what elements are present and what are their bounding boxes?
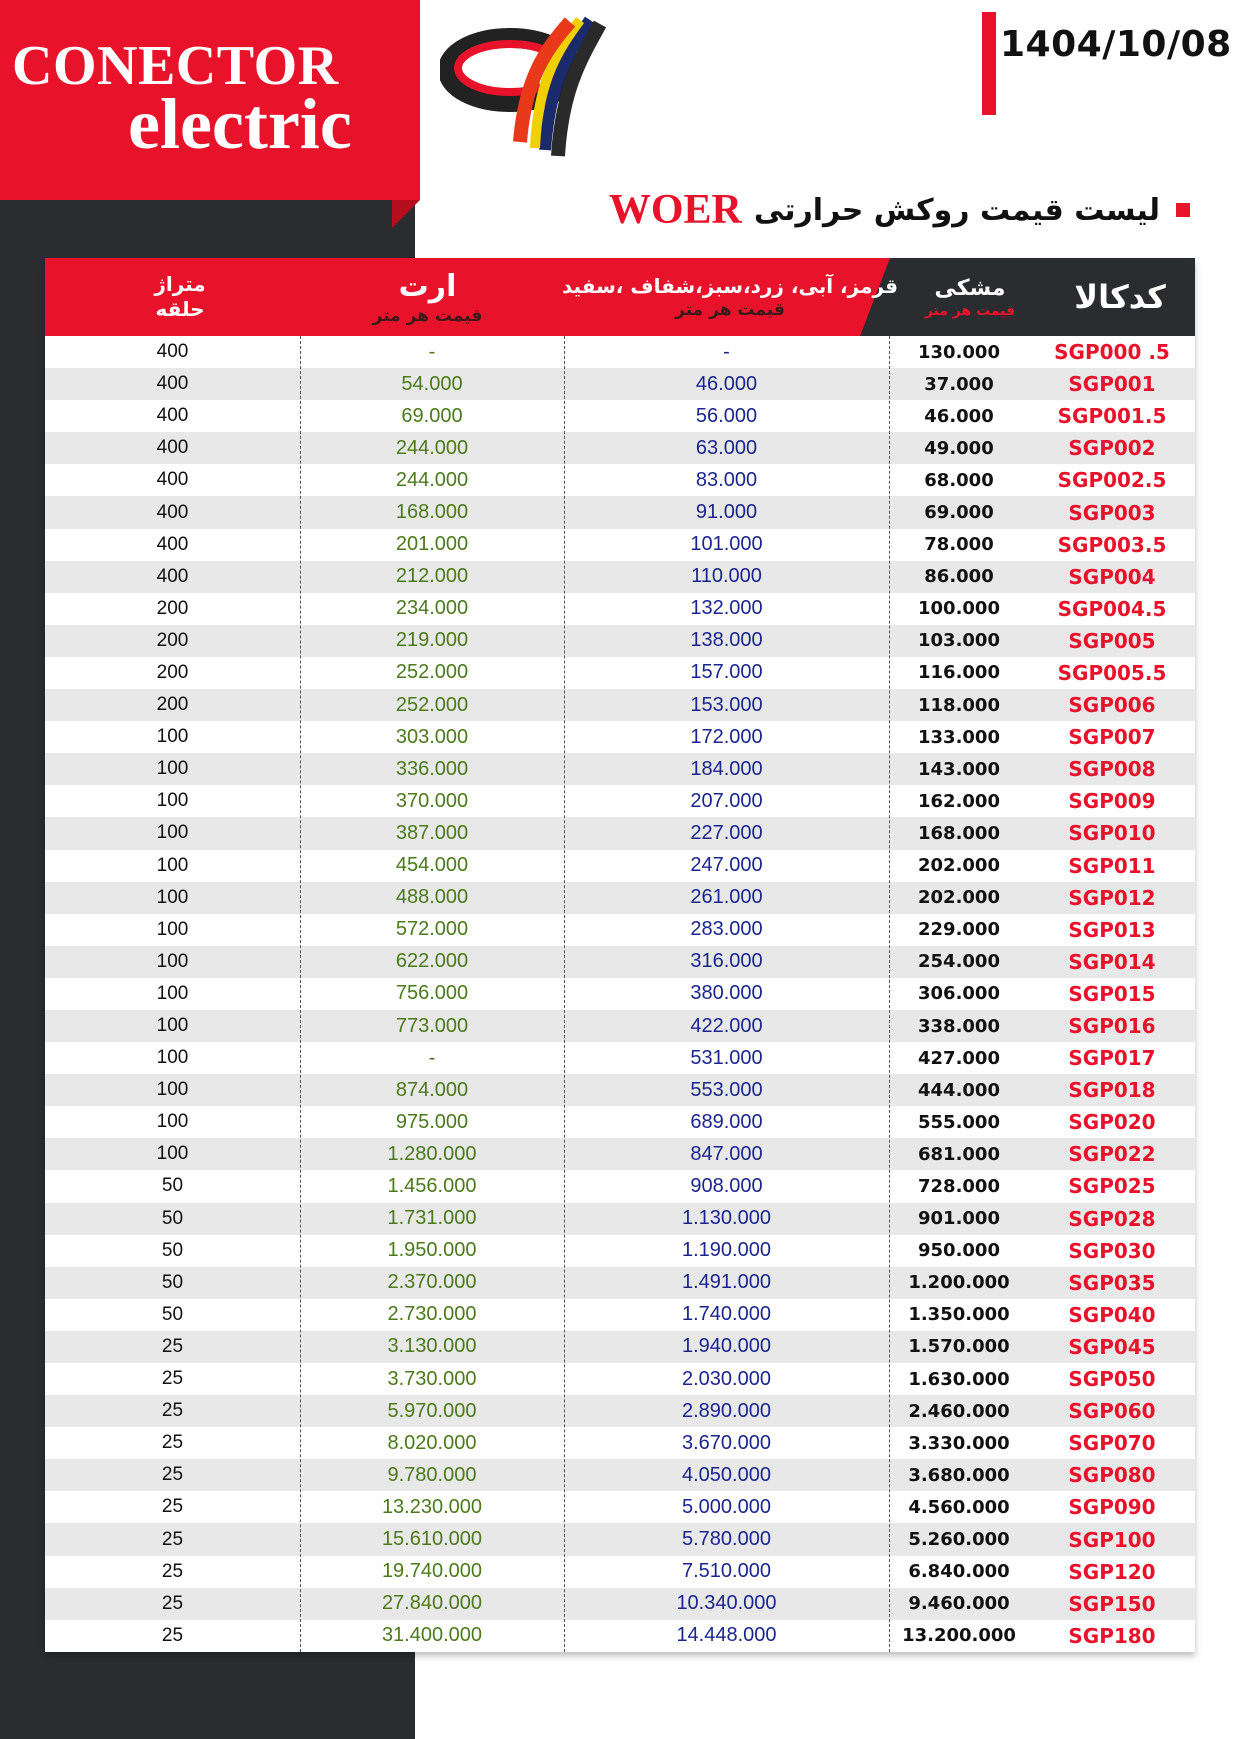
- black-price-cell: 116.000: [918, 662, 1000, 684]
- color-price-cell: 83.000: [695, 468, 758, 491]
- product-code-cell: SGP004: [1068, 564, 1156, 589]
- color-price-cell: 380.000: [690, 982, 763, 1005]
- color-price-cell: 110.000: [691, 565, 762, 588]
- black-price-cell: 681.000: [918, 1143, 1000, 1165]
- earth-price-cell: 244.000: [395, 436, 469, 459]
- earth-price-cell: 244.000: [395, 468, 469, 491]
- roll-cell: 25: [161, 1624, 184, 1646]
- product-code-cell: SGP180: [1068, 1623, 1156, 1648]
- table-row: [45, 817, 1195, 849]
- earth-price-cell: 622.000: [395, 950, 469, 973]
- table-row: [45, 1363, 1195, 1395]
- header-roll-line2: حلقه: [155, 297, 205, 321]
- earth-price-cell: 454.000: [395, 854, 469, 877]
- product-code-cell: SGP090: [1068, 1495, 1156, 1520]
- product-code-cell: SGP004.5: [1057, 596, 1167, 621]
- table-row: [45, 1331, 1195, 1363]
- table-row: [45, 721, 1195, 753]
- black-price-cell: 427.000: [918, 1047, 1000, 1069]
- table-row: [45, 1267, 1195, 1299]
- black-price-cell: 338.000: [918, 1015, 1000, 1037]
- earth-price-cell: 31.400.000: [381, 1624, 483, 1647]
- color-price-cell: 184.000: [690, 757, 763, 780]
- table-row: [45, 689, 1195, 721]
- color-price-cell: 1.491.000: [682, 1271, 771, 1294]
- product-code-cell: SGP010: [1068, 821, 1156, 846]
- black-price-cell: 133.000: [918, 726, 1000, 748]
- table-row: [45, 368, 1195, 400]
- table-row: [45, 657, 1195, 689]
- table-row: [45, 1074, 1195, 1106]
- brand-logo-block: [0, 0, 420, 200]
- black-price-cell: 68.000: [924, 469, 994, 491]
- black-price-cell: 37.000: [924, 373, 994, 395]
- table-row: [45, 785, 1195, 817]
- product-code-cell: SGP050: [1068, 1367, 1156, 1392]
- product-code-cell: SGP012: [1068, 885, 1156, 910]
- roll-cell: 400: [156, 437, 189, 459]
- product-code-cell: SGP035: [1068, 1270, 1156, 1295]
- black-price-cell: 118.000: [918, 694, 1000, 716]
- earth-price-cell: 252.000: [395, 693, 469, 716]
- table-row: [45, 464, 1195, 496]
- black-price-cell: 950.000: [918, 1240, 1000, 1262]
- heat-shrink-tube-image: [440, 10, 620, 160]
- color-price-cell: 283.000: [690, 918, 763, 941]
- earth-price-cell: 3.130.000: [387, 1335, 477, 1358]
- color-price-cell: 5.780.000: [682, 1528, 771, 1551]
- earth-price-cell: 1.731.000: [387, 1207, 477, 1230]
- table-row: [45, 914, 1195, 946]
- black-price-cell: 78.000: [924, 534, 994, 556]
- table-row: [45, 850, 1195, 882]
- table-row: [45, 1427, 1195, 1459]
- roll-cell: 400: [156, 565, 189, 587]
- color-price-cell: 63.000: [695, 436, 758, 459]
- black-price-cell: 202.000: [918, 887, 1000, 909]
- color-price-cell: 91.000: [695, 501, 758, 524]
- roll-cell: 50: [161, 1303, 184, 1325]
- table-row: [45, 1138, 1195, 1170]
- color-price-cell: 4.050.000: [682, 1463, 771, 1486]
- color-price-cell: 101.000: [690, 533, 763, 556]
- header-earth-sub: قیمت هر متر: [372, 305, 483, 326]
- roll-cell: 100: [156, 1015, 189, 1037]
- black-price-cell: 555.000: [918, 1111, 1000, 1133]
- black-price-cell: 202.000: [918, 855, 1000, 877]
- table-body: [45, 336, 1195, 1652]
- color-price-cell: 1.130.000: [682, 1207, 771, 1230]
- roll-cell: 100: [156, 1111, 189, 1133]
- roll-cell: 400: [156, 533, 189, 555]
- table-row: [45, 1588, 1195, 1620]
- black-price-cell: 168.000: [918, 822, 1000, 844]
- roll-cell: 100: [156, 982, 189, 1004]
- column-divider: [300, 336, 301, 1652]
- header-code-label: کدکالا: [1074, 278, 1166, 316]
- color-price-cell: 1.190.000: [682, 1239, 771, 1262]
- table-row: [45, 1620, 1195, 1652]
- roll-cell: 25: [161, 1560, 184, 1582]
- roll-cell: 25: [161, 1528, 184, 1550]
- roll-cell: 100: [156, 758, 189, 780]
- black-price-cell: 306.000: [918, 983, 1000, 1005]
- earth-price-cell: 234.000: [395, 597, 469, 620]
- brand-fold-corner: [392, 200, 420, 228]
- black-price-cell: 13.200.000: [902, 1625, 1016, 1647]
- roll-cell: 200: [156, 629, 189, 651]
- product-code-cell: SGP009: [1068, 789, 1156, 814]
- black-price-cell: 2.460.000: [908, 1400, 1010, 1422]
- product-code-cell: SGP028: [1068, 1206, 1156, 1231]
- color-price-cell: 422.000: [690, 1014, 763, 1037]
- roll-cell: 100: [156, 1079, 189, 1101]
- earth-price-cell: 27.840.000: [381, 1592, 483, 1615]
- product-code-cell: SGP002.5: [1057, 468, 1167, 493]
- product-code-cell: SGP022: [1068, 1142, 1156, 1167]
- product-code-cell: SGP080: [1068, 1463, 1156, 1488]
- product-code-cell: SGP040: [1068, 1302, 1156, 1327]
- color-price-cell: 553.000: [690, 1078, 763, 1101]
- product-code-cell: SGP006: [1068, 693, 1156, 718]
- product-code-cell: SGP030: [1068, 1238, 1156, 1263]
- earth-price-cell: 212.000: [395, 565, 469, 588]
- roll-cell: 50: [161, 1175, 184, 1197]
- page-title: [609, 186, 1190, 234]
- black-price-cell: 5.260.000: [908, 1529, 1010, 1551]
- table-row: [45, 1459, 1195, 1491]
- roll-cell: 50: [161, 1239, 184, 1261]
- header-color-label: قرمز، آبی، زرد،سبز،شفاف ،سفید: [562, 274, 898, 298]
- roll-cell: 400: [156, 469, 189, 491]
- table-row: [45, 1523, 1195, 1555]
- color-price-cell: 1.740.000: [682, 1303, 771, 1326]
- price-list-date: 1404/10/08: [1000, 24, 1232, 65]
- color-price-cell: 207.000: [690, 789, 763, 812]
- roll-cell: 100: [156, 918, 189, 940]
- header-black-label: مشکی: [934, 275, 1006, 301]
- product-code-cell: SGP001.5: [1057, 404, 1167, 429]
- black-price-cell: 9.460.000: [908, 1593, 1010, 1615]
- black-price-cell: 4.560.000: [908, 1496, 1010, 1518]
- roll-cell: 100: [156, 1047, 189, 1069]
- table-row: [45, 753, 1195, 785]
- table-row: [45, 1491, 1195, 1523]
- color-price-cell: 847.000: [690, 1142, 763, 1165]
- product-code-cell: SGP000 .5: [1054, 340, 1170, 365]
- table-row: [45, 336, 1195, 368]
- earth-price-cell: 9.780.000: [387, 1463, 477, 1486]
- color-price-cell: 316.000: [690, 950, 763, 973]
- table-row: [45, 1395, 1195, 1427]
- color-price-cell: 7.510.000: [682, 1560, 771, 1583]
- brand-name-line2: electric: [128, 84, 352, 164]
- earth-price-cell: 387.000: [395, 821, 469, 844]
- product-code-cell: SGP014: [1068, 949, 1156, 974]
- product-code-cell: SGP007: [1068, 725, 1156, 750]
- roll-cell: 200: [156, 597, 189, 619]
- table-row: [45, 1556, 1195, 1588]
- product-code-cell: SGP120: [1068, 1559, 1156, 1584]
- color-price-cell: 10.340.000: [676, 1592, 777, 1615]
- earth-price-cell: 773.000: [395, 1014, 469, 1037]
- earth-price-cell: 252.000: [395, 661, 469, 684]
- black-price-cell: 100.000: [918, 598, 1000, 620]
- black-price-cell: 229.000: [918, 919, 1000, 941]
- earth-price-cell: 8.020.000: [387, 1431, 477, 1454]
- roll-cell: 100: [156, 950, 189, 972]
- page-title-brand: WOER: [608, 187, 742, 233]
- black-price-cell: 1.570.000: [908, 1336, 1010, 1358]
- roll-cell: 25: [161, 1464, 184, 1486]
- black-price-cell: 143.000: [918, 758, 1000, 780]
- earth-price-cell: 54.000: [401, 372, 463, 395]
- black-price-cell: 130.000: [918, 341, 1000, 363]
- black-price-cell: 69.000: [924, 502, 994, 524]
- roll-cell: 25: [161, 1496, 184, 1518]
- header-code: [1045, 258, 1195, 336]
- product-code-cell: SGP003.5: [1057, 532, 1167, 557]
- roll-cell: 25: [161, 1400, 184, 1422]
- table-row: [45, 432, 1195, 464]
- earth-price-cell: -: [428, 1046, 436, 1069]
- earth-price-cell: 2.730.000: [387, 1303, 477, 1326]
- column-divider: [889, 336, 890, 1652]
- earth-price-cell: 13.230.000: [381, 1495, 483, 1518]
- earth-price-cell: 219.000: [395, 629, 469, 652]
- color-price-cell: 172.000: [690, 725, 763, 748]
- table-row: [45, 1042, 1195, 1074]
- table-row: [45, 400, 1195, 432]
- roll-cell: 100: [156, 886, 189, 908]
- earth-price-cell: 1.456.000: [387, 1174, 477, 1197]
- roll-cell: 50: [161, 1271, 184, 1293]
- color-price-cell: 2.890.000: [682, 1399, 771, 1422]
- color-price-cell: -: [723, 340, 730, 363]
- product-code-cell: SGP020: [1068, 1110, 1156, 1135]
- roll-cell: 100: [156, 790, 189, 812]
- page-title-text: لیست قیمت روکش حرارتی: [753, 192, 1160, 228]
- roll-cell: 400: [156, 373, 189, 395]
- roll-cell: 100: [156, 822, 189, 844]
- table-row: [45, 978, 1195, 1010]
- black-price-cell: 3.680.000: [908, 1464, 1010, 1486]
- color-price-cell: 531.000: [690, 1046, 763, 1069]
- roll-cell: 25: [161, 1432, 184, 1454]
- earth-price-cell: 303.000: [395, 725, 469, 748]
- product-code-cell: SGP016: [1068, 1014, 1156, 1039]
- header-color: [560, 258, 900, 336]
- roll-cell: 100: [156, 1143, 189, 1165]
- table-row: [45, 593, 1195, 625]
- color-price-cell: 138.000: [690, 629, 763, 652]
- earth-price-cell: 756.000: [395, 982, 469, 1005]
- product-code-cell: SGP018: [1068, 1078, 1156, 1103]
- color-price-cell: 56.000: [695, 404, 758, 427]
- earth-price-cell: 2.370.000: [387, 1271, 477, 1294]
- product-code-cell: SGP001: [1068, 372, 1156, 397]
- header-roll: [125, 258, 235, 336]
- header-black-sub: قیمت هر متر: [924, 302, 1016, 319]
- product-code-cell: SGP045: [1068, 1334, 1156, 1359]
- product-code-cell: SGP011: [1068, 853, 1156, 878]
- color-price-cell: 689.000: [690, 1110, 763, 1133]
- color-price-cell: 908.000: [690, 1174, 763, 1197]
- product-code-cell: SGP150: [1068, 1591, 1156, 1616]
- product-code-cell: SGP013: [1068, 917, 1156, 942]
- color-price-cell: 157.000: [690, 661, 763, 684]
- roll-cell: 200: [156, 661, 189, 683]
- color-price-cell: 132.000: [690, 597, 763, 620]
- table-row: [45, 882, 1195, 914]
- black-price-cell: 49.000: [924, 437, 994, 459]
- black-price-cell: 254.000: [918, 951, 1000, 973]
- earth-price-cell: 69.000: [401, 404, 463, 427]
- table-row: [45, 1299, 1195, 1331]
- earth-price-cell: 201.000: [395, 533, 469, 556]
- earth-price-cell: 15.610.000: [381, 1528, 483, 1551]
- color-price-cell: 227.000: [690, 821, 763, 844]
- header-black: [895, 258, 1045, 336]
- black-price-cell: 728.000: [918, 1175, 1000, 1197]
- black-price-cell: 3.330.000: [908, 1432, 1010, 1454]
- product-code-cell: SGP100: [1068, 1527, 1156, 1552]
- product-code-cell: SGP060: [1068, 1399, 1156, 1424]
- date-accent-bar: [982, 12, 996, 115]
- table-row: [45, 529, 1195, 561]
- roll-cell: 400: [156, 341, 189, 363]
- product-code-cell: SGP017: [1068, 1046, 1156, 1071]
- table-row: [45, 561, 1195, 593]
- black-price-cell: 162.000: [918, 790, 1000, 812]
- black-price-cell: 86.000: [924, 566, 994, 588]
- roll-cell: 25: [161, 1335, 184, 1357]
- roll-cell: 25: [161, 1368, 184, 1390]
- black-price-cell: 46.000: [924, 405, 994, 427]
- table-row: [45, 496, 1195, 528]
- table-row: [45, 1235, 1195, 1267]
- table-row: [45, 1106, 1195, 1138]
- earth-price-cell: 1.280.000: [387, 1142, 477, 1165]
- roll-cell: 400: [156, 405, 189, 427]
- table-row: [45, 625, 1195, 657]
- header-color-sub: قیمت هر متر: [675, 300, 785, 320]
- price-table: [45, 258, 1195, 1652]
- roll-cell: 100: [156, 726, 189, 748]
- header-roll-line1: متراژ: [154, 272, 206, 296]
- color-price-cell: 1.940.000: [682, 1335, 771, 1358]
- color-price-cell: 14.448.000: [676, 1624, 777, 1647]
- table-row: [45, 1170, 1195, 1202]
- product-code-cell: SGP003: [1068, 500, 1156, 525]
- earth-price-cell: 5.970.000: [387, 1399, 477, 1422]
- roll-cell: 25: [161, 1592, 184, 1614]
- brand-name-line1: CONECTOR: [12, 35, 339, 97]
- color-price-cell: 153.000: [690, 693, 763, 716]
- product-code-cell: SGP015: [1068, 981, 1156, 1006]
- product-code-cell: SGP005.5: [1057, 660, 1167, 685]
- product-code-cell: SGP002: [1068, 436, 1156, 461]
- roll-cell: 400: [156, 501, 189, 523]
- product-code-cell: SGP025: [1068, 1174, 1156, 1199]
- color-price-cell: 2.030.000: [682, 1367, 771, 1390]
- table-row: [45, 946, 1195, 978]
- color-price-cell: 3.670.000: [682, 1431, 771, 1454]
- earth-price-cell: 1.950.000: [387, 1239, 477, 1262]
- table-row: [45, 1010, 1195, 1042]
- column-divider: [564, 336, 565, 1652]
- bullet-square-icon: [1176, 203, 1190, 217]
- earth-price-cell: 19.740.000: [381, 1560, 483, 1583]
- product-code-cell: SGP008: [1068, 757, 1156, 782]
- black-price-cell: 6.840.000: [908, 1561, 1010, 1583]
- header-earth-label: ارت: [398, 268, 457, 304]
- earth-price-cell: 336.000: [395, 757, 469, 780]
- earth-price-cell: -: [428, 340, 436, 363]
- earth-price-cell: 3.730.000: [387, 1367, 477, 1390]
- black-price-cell: 1.200.000: [908, 1272, 1010, 1294]
- earth-price-cell: 168.000: [395, 501, 469, 524]
- black-price-cell: 1.350.000: [908, 1304, 1010, 1326]
- black-price-cell: 1.630.000: [908, 1368, 1010, 1390]
- color-price-cell: 46.000: [695, 372, 758, 395]
- earth-price-cell: 370.000: [395, 789, 469, 812]
- table-row: [45, 1203, 1195, 1235]
- color-price-cell: 247.000: [690, 854, 763, 877]
- earth-price-cell: 874.000: [395, 1078, 469, 1101]
- earth-price-cell: 488.000: [395, 886, 469, 909]
- product-code-cell: SGP070: [1068, 1431, 1156, 1456]
- black-price-cell: 103.000: [918, 630, 1000, 652]
- roll-cell: 100: [156, 854, 189, 876]
- earth-price-cell: 975.000: [395, 1110, 469, 1133]
- table-header: [45, 258, 1195, 336]
- black-price-cell: 444.000: [918, 1079, 1000, 1101]
- roll-cell: 50: [161, 1207, 184, 1229]
- color-price-cell: 261.000: [690, 886, 763, 909]
- header-earth: [295, 258, 560, 336]
- color-price-cell: 5.000.000: [682, 1495, 771, 1518]
- product-code-cell: SGP005: [1068, 628, 1156, 653]
- black-price-cell: 901.000: [918, 1208, 1000, 1230]
- roll-cell: 200: [156, 694, 189, 716]
- earth-price-cell: 572.000: [395, 918, 469, 941]
